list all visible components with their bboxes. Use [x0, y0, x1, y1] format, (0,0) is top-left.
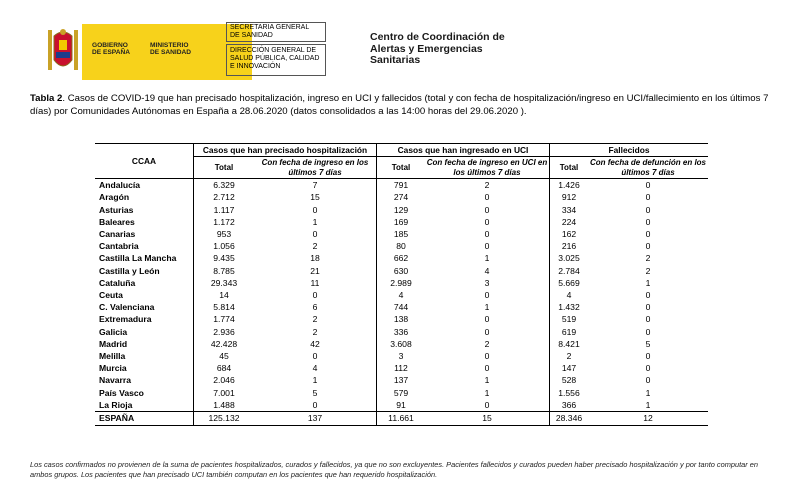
u-cell: 744 [377, 301, 426, 313]
ccaa-cell: Galicia [99, 326, 128, 337]
u-cell: 662 [377, 252, 426, 264]
group-deaths-header: Fallecidos [550, 144, 709, 157]
u-cell: 185 [377, 228, 426, 240]
ccaa-cell: Canarias [99, 229, 136, 240]
h-cell: 9.435 [194, 252, 255, 264]
u-cell: 137 [377, 374, 426, 386]
table-body [95, 179, 708, 426]
uci-total-header: Total [377, 157, 426, 179]
f7-cell: 0 [645, 326, 651, 337]
footnote: Los casos confirmados no provienen de la suma de pacientes hospitalizados, curados y fallecidos, ya que no son excluyentes. Pacientes fallecidos y curados pueden haber precisado hospitalización y por tanto computar en ambos grupos. Los pacientes que han precisado UCI también computan en los pacientes que han requerido hospitalización. [30, 460, 759, 479]
u7-cell: 0 [484, 363, 490, 374]
h-cell: 2.046 [194, 374, 255, 386]
table-row [95, 338, 708, 350]
u-cell: 336 [377, 326, 426, 338]
h7-cell: 0 [312, 290, 318, 301]
h7-cell: 2 [312, 314, 318, 325]
f7-cell: 0 [645, 375, 651, 386]
u7-cell: 0 [484, 216, 490, 227]
ccaa-cell: Cantabria [99, 241, 139, 252]
f7-cell: 5 [645, 338, 651, 349]
f-cell: 1.426 [550, 179, 589, 192]
deaths-total-header: Total [550, 157, 589, 179]
u-cell: 4 [377, 289, 426, 301]
h-cell: 2.712 [194, 191, 255, 203]
u-cell: 579 [377, 387, 426, 399]
f7-cell: 12 [588, 412, 708, 426]
h7-cell: 15 [310, 192, 320, 203]
ccaa-cell: Madrid [99, 338, 128, 349]
u-cell: 3 [377, 350, 426, 362]
f7-cell: 2 [645, 253, 651, 264]
h7-cell: 2 [312, 326, 318, 337]
f-cell: 28.346 [550, 412, 589, 426]
u-cell: 791 [377, 179, 426, 192]
f-cell: 3.025 [550, 252, 589, 264]
f-cell: 5.669 [550, 277, 589, 289]
u7-cell: 0 [484, 229, 490, 240]
ccaa-cell: Baleares [99, 216, 135, 227]
group-uci-header: Casos que han ingresado en UCI [377, 144, 550, 157]
h-cell: 45 [194, 350, 255, 362]
ccaa-cell: Extremadura [99, 314, 152, 325]
f7-cell: 0 [645, 302, 651, 313]
table-row [95, 289, 708, 301]
u7-cell: 0 [484, 204, 490, 215]
ministerio-label: MINISTERIO DE SANIDAD [150, 42, 192, 56]
h-cell: 42.428 [194, 338, 255, 350]
ccaa-cell: Aragón [99, 192, 130, 203]
h7-cell: 21 [310, 265, 320, 276]
table-row [95, 387, 708, 399]
ccaa-cell: Andalucía [99, 180, 141, 191]
u-cell: 11.661 [377, 412, 426, 426]
table-row [95, 399, 708, 412]
table-row [95, 216, 708, 228]
f-cell: 216 [550, 240, 589, 252]
u-cell: 169 [377, 216, 426, 228]
u-cell: 274 [377, 191, 426, 203]
f-cell: 334 [550, 204, 589, 216]
h7-cell: 6 [312, 302, 318, 313]
h7-cell: 18 [310, 253, 320, 264]
table-row [95, 326, 708, 338]
u-cell: 91 [377, 399, 426, 412]
h7-cell: 4 [312, 363, 318, 374]
h-cell: 5.814 [194, 301, 255, 313]
h-cell: 6.329 [194, 179, 255, 192]
table-row [95, 301, 708, 313]
h7-cell: 1 [312, 216, 318, 227]
u7-cell: 1 [484, 375, 490, 386]
table-row [95, 191, 708, 203]
f-cell: 528 [550, 374, 589, 386]
f-cell: 912 [550, 191, 589, 203]
u7-cell: 2 [484, 180, 490, 191]
u7-cell: 1 [484, 253, 490, 264]
f7-cell: 0 [645, 241, 651, 252]
covid-table [95, 143, 708, 426]
u7-cell: 0 [484, 290, 490, 301]
ccaa-cell: ESPAÑA [95, 412, 194, 426]
ccaa-cell: País Vasco [99, 387, 144, 398]
u7-cell: 1 [484, 387, 490, 398]
u-cell: 2.989 [377, 277, 426, 289]
ccaa-cell: Castilla y León [99, 265, 160, 276]
group-hospital-header: Casos que han precisado hospitalización [194, 144, 377, 157]
u7-cell: 2 [484, 338, 490, 349]
f7-cell: 0 [645, 351, 651, 362]
u7-cell: 15 [425, 412, 550, 426]
h-cell: 14 [194, 289, 255, 301]
h-cell: 1.056 [194, 240, 255, 252]
h7-cell: 0 [312, 229, 318, 240]
h7-cell: 7 [312, 180, 318, 191]
h-cell: 2.936 [194, 326, 255, 338]
f-cell: 8.421 [550, 338, 589, 350]
f7-cell: 0 [645, 314, 651, 325]
f7-cell: 0 [645, 204, 651, 215]
h7-cell: 0 [312, 204, 318, 215]
f7-cell: 1 [645, 399, 651, 410]
u-cell: 3.608 [377, 338, 426, 350]
h-cell: 684 [194, 362, 255, 374]
u-cell: 112 [377, 362, 426, 374]
u-cell: 80 [377, 240, 426, 252]
uci-recent-header: Con fecha de ingreso en UCI en los últimos 7 días [425, 157, 550, 179]
u7-cell: 0 [484, 399, 490, 410]
table-row [95, 277, 708, 289]
u7-cell: 0 [484, 326, 490, 337]
h-cell: 1.488 [194, 399, 255, 412]
center-title: Centro de Coordinación de Alertas y Emergencias Sanitarias [370, 31, 505, 66]
f-cell: 1.556 [550, 387, 589, 399]
u7-cell: 0 [484, 192, 490, 203]
h7-cell: 137 [254, 412, 377, 426]
h7-cell: 5 [312, 387, 318, 398]
h-cell: 125.132 [194, 412, 255, 426]
coat-of-arms-icon [48, 26, 78, 76]
u7-cell: 0 [484, 241, 490, 252]
hosp-total-header: Total [194, 157, 255, 179]
secretaria-box: SECRETARIA GENERAL DE SANIDAD [226, 22, 326, 42]
h-cell: 1.774 [194, 313, 255, 325]
h-cell: 8.785 [194, 265, 255, 277]
u7-cell: 3 [484, 277, 490, 288]
f7-cell: 0 [645, 180, 651, 191]
ccaa-cell: C. Valenciana [99, 302, 155, 313]
table-caption: Tabla 2. Casos de COVID-19 que han precisado hospitalización, ingreso en UCI y fallecidos (total y con fecha de hospitalización/ingreso en UCI/fallecimiento en los últimos 7 días) por Comunidades Autónomas en España a 28.06.2020 (datos consolidados a las 14:00 horas del 29.06.2020 ). [30, 93, 769, 117]
f7-cell: 0 [645, 216, 651, 227]
u7-cell: 0 [484, 314, 490, 325]
table-row [95, 313, 708, 325]
f-cell: 4 [550, 289, 589, 301]
ccaa-cell: La Rioja [99, 399, 133, 410]
ccaa-cell: Castilla La Mancha [99, 253, 177, 264]
table-row [95, 204, 708, 216]
deaths-recent-header: Con fecha de defunción en los últimos 7 días [589, 158, 706, 177]
ccaa-header: CCAA [95, 144, 194, 179]
table-row [95, 228, 708, 240]
u-cell: 138 [377, 313, 426, 325]
table-row [95, 362, 708, 374]
u7-cell: 1 [484, 302, 490, 313]
total-row [95, 412, 708, 426]
f-cell: 519 [550, 313, 589, 325]
ccaa-cell: Ceuta [99, 290, 123, 301]
h-cell: 1.172 [194, 216, 255, 228]
f-cell: 147 [550, 362, 589, 374]
table-row [95, 374, 708, 386]
f-cell: 162 [550, 228, 589, 240]
f-cell: 1.432 [550, 301, 589, 313]
u-cell: 630 [377, 265, 426, 277]
h7-cell: 1 [312, 375, 318, 386]
h7-cell: 42 [310, 338, 320, 349]
f-cell: 366 [550, 399, 589, 412]
ccaa-cell: Murcia [99, 363, 127, 374]
ccaa-cell: Asturias [99, 204, 134, 215]
h-cell: 29.343 [194, 277, 255, 289]
f7-cell: 0 [645, 363, 651, 374]
hosp-recent-header: Con fecha de ingreso en los últimos 7 días [254, 157, 377, 179]
u7-cell: 4 [484, 265, 490, 276]
f7-cell: 0 [645, 192, 651, 203]
h-cell: 953 [194, 228, 255, 240]
h7-cell: 0 [312, 351, 318, 362]
f7-cell: 1 [645, 387, 651, 398]
f-cell: 2 [550, 350, 589, 362]
ccaa-cell: Cataluña [99, 277, 136, 288]
f-cell: 224 [550, 216, 589, 228]
table-row [95, 265, 708, 277]
table-row [95, 179, 708, 192]
h-cell: 7.001 [194, 387, 255, 399]
f-cell: 2.784 [550, 265, 589, 277]
table-row [95, 240, 708, 252]
table-row [95, 350, 708, 362]
f7-cell: 1 [645, 277, 651, 288]
f-cell: 619 [550, 326, 589, 338]
h7-cell: 0 [312, 399, 318, 410]
u-cell: 129 [377, 204, 426, 216]
ccaa-cell: Melilla [99, 351, 126, 362]
ccaa-cell: Navarra [99, 375, 132, 386]
f7-cell: 0 [645, 229, 651, 240]
gobierno-label: GOBIERNO DE ESPAÑA [92, 42, 130, 56]
header [38, 14, 778, 84]
f7-cell: 2 [645, 265, 651, 276]
table-row [95, 252, 708, 264]
u7-cell: 0 [484, 351, 490, 362]
h-cell: 1.117 [194, 204, 255, 216]
h7-cell: 11 [310, 277, 320, 288]
h7-cell: 2 [312, 241, 318, 252]
direccion-box: DIRECCIÓN GENERAL DE SALUD PÚBLICA, CALIDAD E INNOVACIÓN [226, 44, 326, 76]
f7-cell: 0 [645, 290, 651, 301]
